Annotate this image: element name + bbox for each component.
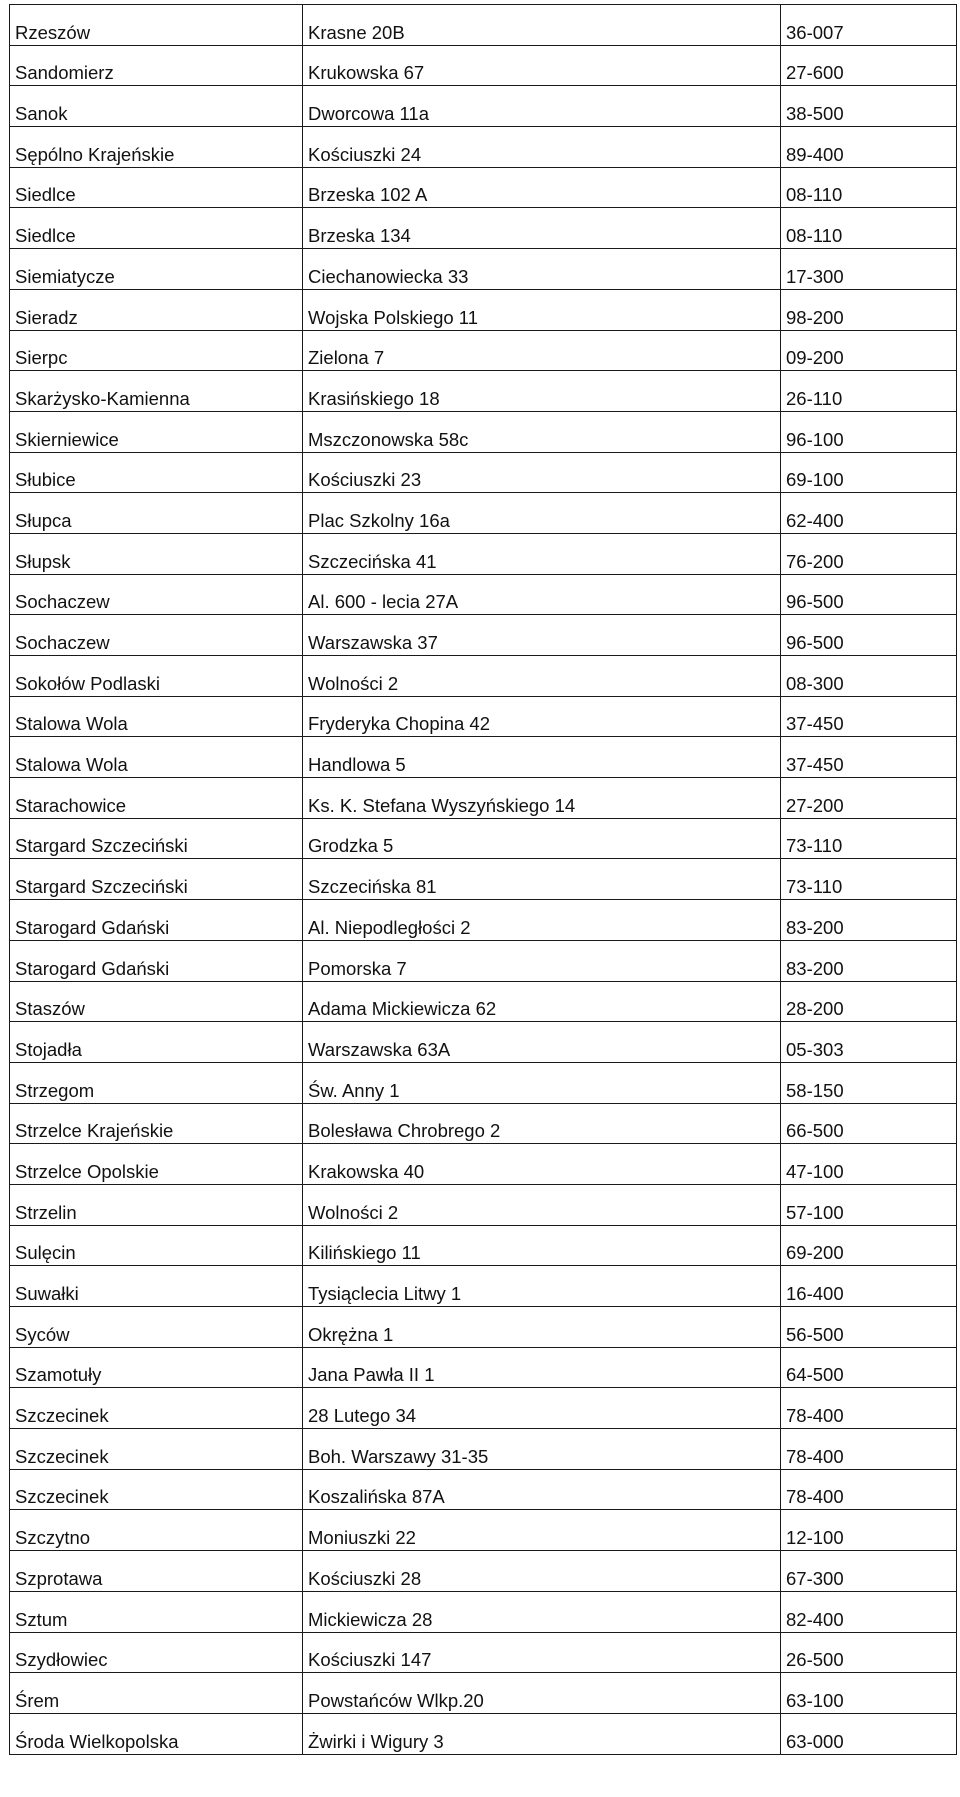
table-row — [10, 615, 957, 656]
table-row — [10, 1388, 957, 1429]
street-cell: Plac Szkolny 16a — [303, 493, 781, 534]
table-row — [10, 289, 957, 330]
postal-code-cell: 83-200 — [781, 900, 957, 941]
postal-code-cell: 12-100 — [781, 1510, 957, 1551]
postal-code-cell: 78-400 — [781, 1469, 957, 1510]
postal-code-cell: 96-500 — [781, 574, 957, 615]
table-row — [10, 1307, 957, 1348]
city-cell: Sanok — [10, 86, 303, 127]
city-cell: Sztum — [10, 1591, 303, 1632]
city-cell: Sieradz — [10, 289, 303, 330]
postal-code-cell: 08-110 — [781, 167, 957, 208]
postal-code-cell: 36-007 — [781, 5, 957, 46]
city-cell: Szczecinek — [10, 1388, 303, 1429]
street-cell: Krukowska 67 — [303, 45, 781, 86]
postal-code-cell: 27-600 — [781, 45, 957, 86]
table-row — [10, 493, 957, 534]
table-row — [10, 330, 957, 371]
postal-code-cell: 26-500 — [781, 1632, 957, 1673]
table-row — [10, 574, 957, 615]
city-cell: Strzelce Opolskie — [10, 1144, 303, 1185]
table-row — [10, 696, 957, 737]
postal-code-cell: 73-110 — [781, 818, 957, 859]
table-row — [10, 452, 957, 493]
table-row — [10, 371, 957, 412]
city-cell: Starogard Gdański — [10, 900, 303, 941]
city-cell: Sulęcin — [10, 1225, 303, 1266]
postal-code-cell: 38-500 — [781, 86, 957, 127]
postal-code-cell: 37-450 — [781, 737, 957, 778]
street-cell: Al. Niepodległości 2 — [303, 900, 781, 941]
street-cell: Kościuszki 23 — [303, 452, 781, 493]
postal-code-cell: 89-400 — [781, 127, 957, 168]
city-cell: Stojadła — [10, 1022, 303, 1063]
city-cell: Słupsk — [10, 533, 303, 574]
city-cell: Szamotuły — [10, 1347, 303, 1388]
postal-code-cell: 69-100 — [781, 452, 957, 493]
city-cell: Szydłowiec — [10, 1632, 303, 1673]
street-cell: Dworcowa 11a — [303, 86, 781, 127]
city-cell: Stalowa Wola — [10, 696, 303, 737]
street-cell: Moniuszki 22 — [303, 1510, 781, 1551]
postal-code-cell: 56-500 — [781, 1307, 957, 1348]
city-cell: Skierniewice — [10, 411, 303, 452]
table-row — [10, 1022, 957, 1063]
street-cell: Krasińskiego 18 — [303, 371, 781, 412]
table-row — [10, 1713, 957, 1754]
postal-code-cell: 27-200 — [781, 778, 957, 819]
table-row — [10, 533, 957, 574]
postal-code-cell: 96-100 — [781, 411, 957, 452]
city-cell: Sępólno Krajeńskie — [10, 127, 303, 168]
postal-code-cell: 67-300 — [781, 1551, 957, 1592]
street-cell: Kościuszki 147 — [303, 1632, 781, 1673]
street-cell: Wolności 2 — [303, 1184, 781, 1225]
postal-code-cell: 83-200 — [781, 940, 957, 981]
postal-code-cell: 78-400 — [781, 1388, 957, 1429]
street-cell: Kilińskiego 11 — [303, 1225, 781, 1266]
postal-code-cell: 66-500 — [781, 1103, 957, 1144]
table-row — [10, 1510, 957, 1551]
street-cell: Żwirki i Wigury 3 — [303, 1713, 781, 1754]
postal-code-cell: 08-300 — [781, 656, 957, 697]
table-row — [10, 1551, 957, 1592]
address-table-body — [10, 5, 957, 1755]
city-cell: Słupca — [10, 493, 303, 534]
street-cell: Warszawska 37 — [303, 615, 781, 656]
postal-code-cell: 47-100 — [781, 1144, 957, 1185]
city-cell: Suwałki — [10, 1266, 303, 1307]
city-cell: Siedlce — [10, 167, 303, 208]
city-cell: Stargard Szczeciński — [10, 859, 303, 900]
street-cell: Pomorska 7 — [303, 940, 781, 981]
postal-code-cell: 58-150 — [781, 1062, 957, 1103]
postal-code-cell: 69-200 — [781, 1225, 957, 1266]
postal-code-cell: 57-100 — [781, 1184, 957, 1225]
street-cell: Adama Mickiewicza 62 — [303, 981, 781, 1022]
table-row — [10, 5, 957, 46]
street-cell: Warszawska 63A — [303, 1022, 781, 1063]
street-cell: Św. Anny 1 — [303, 1062, 781, 1103]
street-cell: Brzeska 134 — [303, 208, 781, 249]
postal-code-cell: 76-200 — [781, 533, 957, 574]
table-row — [10, 1266, 957, 1307]
postal-code-cell: 37-450 — [781, 696, 957, 737]
postal-code-cell: 98-200 — [781, 289, 957, 330]
table-row — [10, 1591, 957, 1632]
street-cell: Brzeska 102 A — [303, 167, 781, 208]
street-cell: Bolesława Chrobrego 2 — [303, 1103, 781, 1144]
table-row — [10, 1673, 957, 1714]
city-cell: Starachowice — [10, 778, 303, 819]
street-cell: Szczecińska 41 — [303, 533, 781, 574]
street-cell: Ciechanowiecka 33 — [303, 249, 781, 290]
table-row — [10, 1429, 957, 1470]
street-cell: Zielona 7 — [303, 330, 781, 371]
postal-code-cell: 63-000 — [781, 1713, 957, 1754]
street-cell: Mszczonowska 58c — [303, 411, 781, 452]
table-row — [10, 981, 957, 1022]
city-cell: Strzelce Krajeńskie — [10, 1103, 303, 1144]
city-cell: Rzeszów — [10, 5, 303, 46]
street-cell: Ks. K. Stefana Wyszyńskiego 14 — [303, 778, 781, 819]
street-cell: Al. 600 - lecia 27A — [303, 574, 781, 615]
table-row — [10, 778, 957, 819]
address-table — [9, 4, 957, 1755]
table-row — [10, 656, 957, 697]
table-row — [10, 1225, 957, 1266]
street-cell: Mickiewicza 28 — [303, 1591, 781, 1632]
street-cell: Kościuszki 28 — [303, 1551, 781, 1592]
table-row — [10, 1062, 957, 1103]
postal-code-cell: 28-200 — [781, 981, 957, 1022]
street-cell: Okrężna 1 — [303, 1307, 781, 1348]
street-cell: Szczecińska 81 — [303, 859, 781, 900]
street-cell: Koszalińska 87A — [303, 1469, 781, 1510]
table-row — [10, 1632, 957, 1673]
table-row — [10, 45, 957, 86]
city-cell: Strzelin — [10, 1184, 303, 1225]
street-cell: Wojska Polskiego 11 — [303, 289, 781, 330]
street-cell: 28 Lutego 34 — [303, 1388, 781, 1429]
table-row — [10, 127, 957, 168]
city-cell: Szczytno — [10, 1510, 303, 1551]
table-row — [10, 86, 957, 127]
city-cell: Syców — [10, 1307, 303, 1348]
city-cell: Środa Wielkopolska — [10, 1713, 303, 1754]
city-cell: Siemiatycze — [10, 249, 303, 290]
table-row — [10, 940, 957, 981]
postal-code-cell: 26-110 — [781, 371, 957, 412]
street-cell: Grodzka 5 — [303, 818, 781, 859]
city-cell: Sochaczew — [10, 615, 303, 656]
table-row — [10, 900, 957, 941]
postal-code-cell: 73-110 — [781, 859, 957, 900]
street-cell: Powstańców Wlkp.20 — [303, 1673, 781, 1714]
city-cell: Sochaczew — [10, 574, 303, 615]
street-cell: Tysiąclecia Litwy 1 — [303, 1266, 781, 1307]
postal-code-cell: 64-500 — [781, 1347, 957, 1388]
table-row — [10, 1469, 957, 1510]
postal-code-cell: 09-200 — [781, 330, 957, 371]
street-cell: Boh. Warszawy 31-35 — [303, 1429, 781, 1470]
city-cell: Stalowa Wola — [10, 737, 303, 778]
postal-code-cell: 16-400 — [781, 1266, 957, 1307]
city-cell: Szczecinek — [10, 1469, 303, 1510]
table-row — [10, 249, 957, 290]
table-row — [10, 208, 957, 249]
street-cell: Handlowa 5 — [303, 737, 781, 778]
city-cell: Strzegom — [10, 1062, 303, 1103]
street-cell: Krasne 20B — [303, 5, 781, 46]
city-cell: Sierpc — [10, 330, 303, 371]
city-cell: Skarżysko-Kamienna — [10, 371, 303, 412]
postal-code-cell: 05-303 — [781, 1022, 957, 1063]
table-row — [10, 1184, 957, 1225]
table-row — [10, 1144, 957, 1185]
city-cell: Sokołów Podlaski — [10, 656, 303, 697]
table-row — [10, 1103, 957, 1144]
postal-code-cell: 82-400 — [781, 1591, 957, 1632]
street-cell: Jana Pawła II 1 — [303, 1347, 781, 1388]
table-row — [10, 1347, 957, 1388]
street-cell: Krakowska 40 — [303, 1144, 781, 1185]
city-cell: Śrem — [10, 1673, 303, 1714]
street-cell: Wolności 2 — [303, 656, 781, 697]
postal-code-cell: 62-400 — [781, 493, 957, 534]
postal-code-cell: 96-500 — [781, 615, 957, 656]
table-row — [10, 859, 957, 900]
table-row — [10, 818, 957, 859]
city-cell: Szprotawa — [10, 1551, 303, 1592]
postal-code-cell: 63-100 — [781, 1673, 957, 1714]
city-cell: Słubice — [10, 452, 303, 493]
postal-code-cell: 17-300 — [781, 249, 957, 290]
postal-code-cell: 78-400 — [781, 1429, 957, 1470]
table-row — [10, 167, 957, 208]
street-cell: Kościuszki 24 — [303, 127, 781, 168]
city-cell: Szczecinek — [10, 1429, 303, 1470]
postal-code-cell: 08-110 — [781, 208, 957, 249]
street-cell: Fryderyka Chopina 42 — [303, 696, 781, 737]
city-cell: Siedlce — [10, 208, 303, 249]
table-row — [10, 737, 957, 778]
table-row — [10, 411, 957, 452]
city-cell: Starogard Gdański — [10, 940, 303, 981]
city-cell: Staszów — [10, 981, 303, 1022]
city-cell: Stargard Szczeciński — [10, 818, 303, 859]
city-cell: Sandomierz — [10, 45, 303, 86]
